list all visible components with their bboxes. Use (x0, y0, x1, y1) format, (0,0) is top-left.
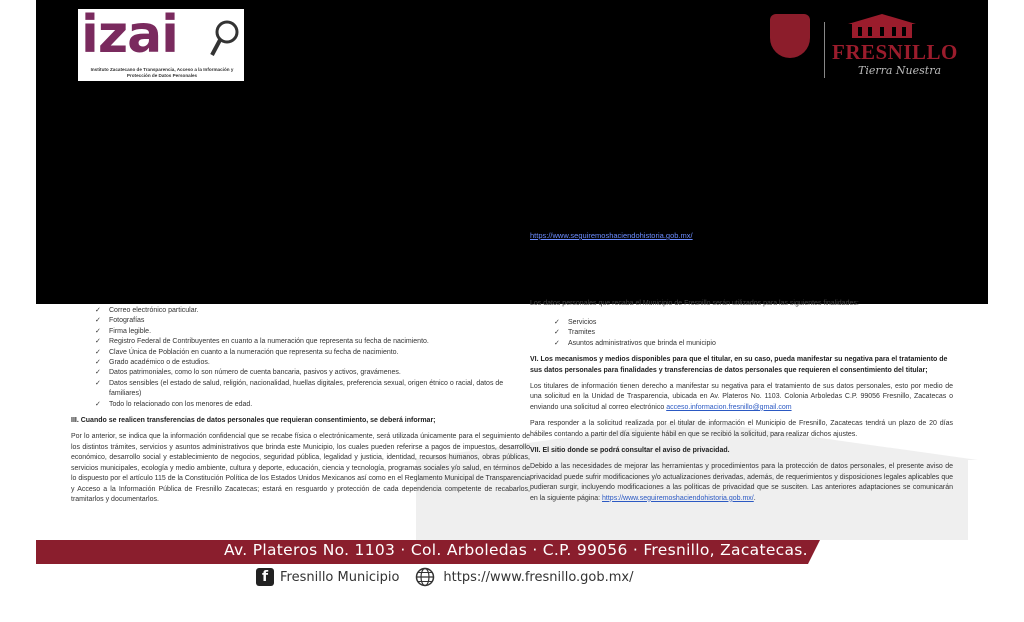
check-icon: ✓ (95, 348, 101, 356)
seal-icon (766, 14, 814, 84)
check-icon: ✓ (95, 327, 101, 335)
checklist-item: ✓ Todo lo relacionado con los menores de edad. (95, 400, 530, 410)
izai-tagline: Instituto Zacatecano de Transparencia, Acceso a la Información y Protección de Datos Personales (90, 67, 234, 78)
email-link[interactable]: acceso.informacion.fresnillo@gmail.com (666, 403, 792, 411)
personal-data-checklist (71, 306, 530, 410)
magnifier-icon (210, 19, 240, 59)
check-icon: ✓ (95, 379, 101, 387)
redacted-area-link[interactable]: https://www.seguiremoshaciendohistoria.gob.mx/ (530, 231, 693, 240)
logo-divider (824, 22, 825, 78)
fresnillo-logo (766, 10, 956, 84)
checklist-item: ✓ Clave Única de Población en cuanto a la numeración que representa su fecha de nacimiento. (95, 348, 530, 358)
check-icon: ✓ (95, 317, 101, 325)
left-column (71, 306, 530, 505)
purposes-checklist (530, 318, 953, 349)
section-vi-paragraph-1: Los titulares de información tienen derecho a manifestar su negativa para el tratamiento de sus datos personales, esto por medio de una solicitud en la Unidad de Trasparencia, ubicada en Av. Plateros No. 1103. Colonia Arboledas C.P. 99056 Fresnillo, Zacatecas o enviando una solicitud al correo electrónico acceso.informacion.fresnillo@gmail.com (530, 383, 953, 411)
checklist-item: ✓ Firma legible. (95, 327, 530, 337)
website-link[interactable]: https://www.fresnillo.gob.mx/ (443, 569, 634, 585)
globe-icon (415, 567, 435, 587)
social-row (256, 567, 634, 587)
section-vi-paragraph-2: Para responder a la solicitud realizada por el titular de información el Municipio de Fresnillo, Zacatecas tendrá un plazo de 20 días hábiles contando a partir del día siguiente hábil en que se recibió la solicitud, para realizar dichos ajustes. (530, 420, 953, 438)
document-page (36, 0, 988, 622)
building-icon (848, 14, 916, 38)
check-icon: ✓ (95, 359, 101, 367)
facebook-icon[interactable]: f (256, 568, 274, 586)
checklist-item: ✓ Grado académico o de estudios. (95, 358, 530, 368)
section-iii-heading: III. Cuando se realicen transferencias de datos personales que requieran consentimiento, se deberá informar; (71, 417, 436, 425)
fresnillo-wordmark: FRESNILLO (832, 40, 958, 64)
section-vi-heading: VI. Los mecanismos y medios disponibles para que el titular, en su caso, pueda manifestar su negativa para el tratamiento de sus datos personales para finalidades y transferencias de datos personales que requieren el consentimiento del titular; (530, 356, 948, 374)
facebook-label[interactable]: Fresnillo Municipio (280, 569, 400, 585)
checklist-item: ✓ Correo electrónico particular. (95, 306, 530, 316)
check-icon: ✓ (554, 339, 560, 347)
check-icon: ✓ (95, 338, 101, 346)
section-iii-paragraph: Por lo anterior, se indica que la información confidencial que se recabe física o electrónicamente, será utilizada únicamente para el seguimiento de los distintos trámites, servicios y asuntos administrativos que brinda este Municipio, los cuales pueden referirse a pagos de impuestos, desarrollo económico, desarrollo social y establecimiento de negocios, seguridad pública, legalidad y justicia, identidad, recursos humanos, obras públicas, servicios municipales, ecología y medio ambiente, cultura y deporte, educación, ciencia y tecnología, programas sociales y/o salud, en términos de lo dispuesto por el artículo 115 de la Constitución Política de los Estados Unidos Mexicanos así como en el Reglamento Municipal de Transparencia y Acceso a la Información Pública de Fresnillo Zacatecas; estará en resguardo y protección de cada dependencia competente de recabarlos, tramitarlos y documentarlos. (71, 433, 531, 503)
checklist-item: ✓ Fotografías (95, 316, 530, 326)
partially-hidden-line: Los datos personales que recaba el Municipio de Fresnillo serán utilizados para las siguientes finalidades: (530, 300, 859, 307)
check-icon: ✓ (554, 319, 560, 326)
purpose-item: ✓ Tramites (554, 328, 953, 338)
address-text: Av. Plateros No. 1103 · Col. Arboledas · C.P. 99056 · Fresnillo, Zacatecas. (224, 541, 808, 559)
privacy-notice-link[interactable]: https://www.seguiremoshaciendohistoria.gob.mx/ (602, 494, 754, 502)
purpose-item: ✓ Servicios (554, 318, 953, 328)
check-icon: ✓ (95, 307, 101, 314)
checklist-item: ✓ Registro Federal de Contribuyentes en cuanto a la numeración que representa su fecha de nacimiento. (95, 337, 530, 347)
checklist-item: ✓ Datos patrimoniales, como lo son número de cuenta bancaria, pasivos y activos, gravámenes. (95, 368, 530, 378)
izai-logo (78, 5, 244, 81)
check-icon: ✓ (95, 369, 101, 377)
check-icon: ✓ (95, 400, 101, 408)
right-column (530, 318, 953, 504)
section-vii-heading: VII. El sitio donde se podrá consultar el aviso de privacidad. (530, 447, 730, 455)
purpose-item: ✓ Asuntos administrativos que brinda el municipio (554, 339, 953, 349)
fresnillo-slogan: Tierra Nuestra (858, 64, 942, 77)
checklist-item: ✓ Datos sensibles (el estado de salud, religión, nacionalidad, huellas digitales, preferencia sexual, origen étnico o racial, datos de familiares) (95, 379, 504, 398)
section-vii-paragraph: Debido a las necesidades de mejorar las herramientas y procedimientos para la protección de datos personales, el presente aviso de privacidad puede sufrir modificaciones y/o actualizaciones derivadas, además, de requerimientos y disposiciones legales aplicables que pudieran surgir, incluyendo modificaciones a las políticas de privacidad que se susciten. Las anteriores adaptaciones se comunicarán en la siguiente página: https://www.seguiremoshaciendohistoria.gob.mx/. (530, 463, 953, 502)
check-icon: ✓ (554, 329, 560, 337)
izai-wordmark: izai (81, 5, 179, 65)
